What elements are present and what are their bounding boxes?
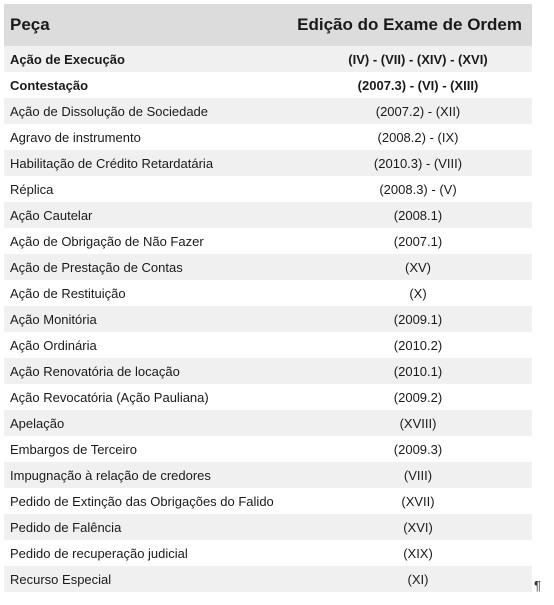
cell-piece: Pedido de recuperação judicial <box>10 545 188 561</box>
table-row <box>4 566 532 592</box>
table-row <box>4 72 532 98</box>
cell-edition: (X) <box>409 285 427 301</box>
cell-edition: (2008.3) - (V) <box>379 181 457 197</box>
table-row <box>4 228 532 254</box>
cell-piece: Ação Ordinária <box>10 337 97 353</box>
cell-edition: (XVII) <box>401 493 435 509</box>
cell-piece: Ação Cautelar <box>10 207 93 223</box>
table-row <box>4 124 532 150</box>
table-row <box>4 384 532 410</box>
table-row <box>4 436 532 462</box>
table-row <box>4 46 532 72</box>
exam-table <box>4 4 532 592</box>
cell-edition: (XVI) <box>403 519 433 535</box>
table-row <box>4 202 532 228</box>
cell-piece: Réplica <box>10 181 54 197</box>
cell-edition: (2009.3) <box>393 441 443 457</box>
cell-edition: (2009.1) <box>393 311 443 327</box>
table-row <box>4 306 532 332</box>
cell-edition: (VIII) <box>403 467 433 483</box>
header-piece: Peça <box>10 15 50 34</box>
cell-piece: Ação Revocatória (Ação Pauliana) <box>10 389 209 405</box>
cell-piece: Ação de Execução <box>10 51 125 67</box>
cell-piece: Ação de Obrigação de Não Fazer <box>10 233 204 249</box>
cell-piece: Pedido de Falência <box>10 519 122 535</box>
cell-edition: (2010.3) - (VIII) <box>373 155 463 171</box>
table-row <box>4 410 532 436</box>
table-row <box>4 150 532 176</box>
cell-piece: Contestação <box>10 77 89 93</box>
table-row <box>4 254 532 280</box>
cell-piece: Impugnação à relação de credores <box>10 467 211 483</box>
cell-piece: Ação de Prestação de Contas <box>10 259 183 275</box>
cell-piece: Apelação <box>10 415 65 431</box>
cell-edition: (2007.2) - (XII) <box>375 103 461 119</box>
cell-piece: Habilitação de Crédito Retardatária <box>10 155 214 171</box>
header-edition: Edição do Exame de Ordem <box>297 15 522 34</box>
cell-piece: Pedido de Extinção das Obrigações do Falido <box>10 493 274 509</box>
table-row <box>4 176 532 202</box>
cell-edition: (2010.2) <box>393 337 443 353</box>
cell-edition: (2010.1) <box>393 363 443 379</box>
cell-edition: (2007.3) - (VI) - (XIII) <box>357 77 479 93</box>
table-row <box>4 540 532 566</box>
cell-edition: (2008.1) <box>393 207 443 223</box>
cell-edition: (2007.1) <box>393 233 443 249</box>
cell-edition: (XVIII) <box>399 415 437 431</box>
table-row <box>4 98 532 124</box>
cell-edition: (XIX) <box>403 545 433 561</box>
cell-edition: (IV) - (VII) - (XIV) - (XVI) <box>348 51 488 67</box>
table-row <box>4 488 532 514</box>
cell-piece: Ação Renovatória de locação <box>10 363 180 379</box>
cell-piece: Ação Monitória <box>10 311 97 327</box>
cell-piece: Ação de Dissolução de Sociedade <box>10 103 209 119</box>
cell-piece: Recurso Especial <box>10 571 112 587</box>
cell-edition: (XI) <box>407 571 429 587</box>
cell-edition: (XV) <box>405 259 431 275</box>
cell-piece: Agravo de instrumento <box>10 129 141 145</box>
table-row <box>4 280 532 306</box>
table-row <box>4 514 532 540</box>
table-row <box>4 462 532 488</box>
table-row <box>4 358 532 384</box>
cell-edition: (2009.2) <box>393 389 443 405</box>
cell-piece: Embargos de Terceiro <box>10 441 137 457</box>
table-header <box>4 4 532 46</box>
cell-piece: Ação de Restituição <box>10 285 126 301</box>
cell-edition: (2008.2) - (IX) <box>377 129 459 145</box>
table-row <box>4 332 532 358</box>
paragraph-mark: ¶ <box>534 578 541 593</box>
